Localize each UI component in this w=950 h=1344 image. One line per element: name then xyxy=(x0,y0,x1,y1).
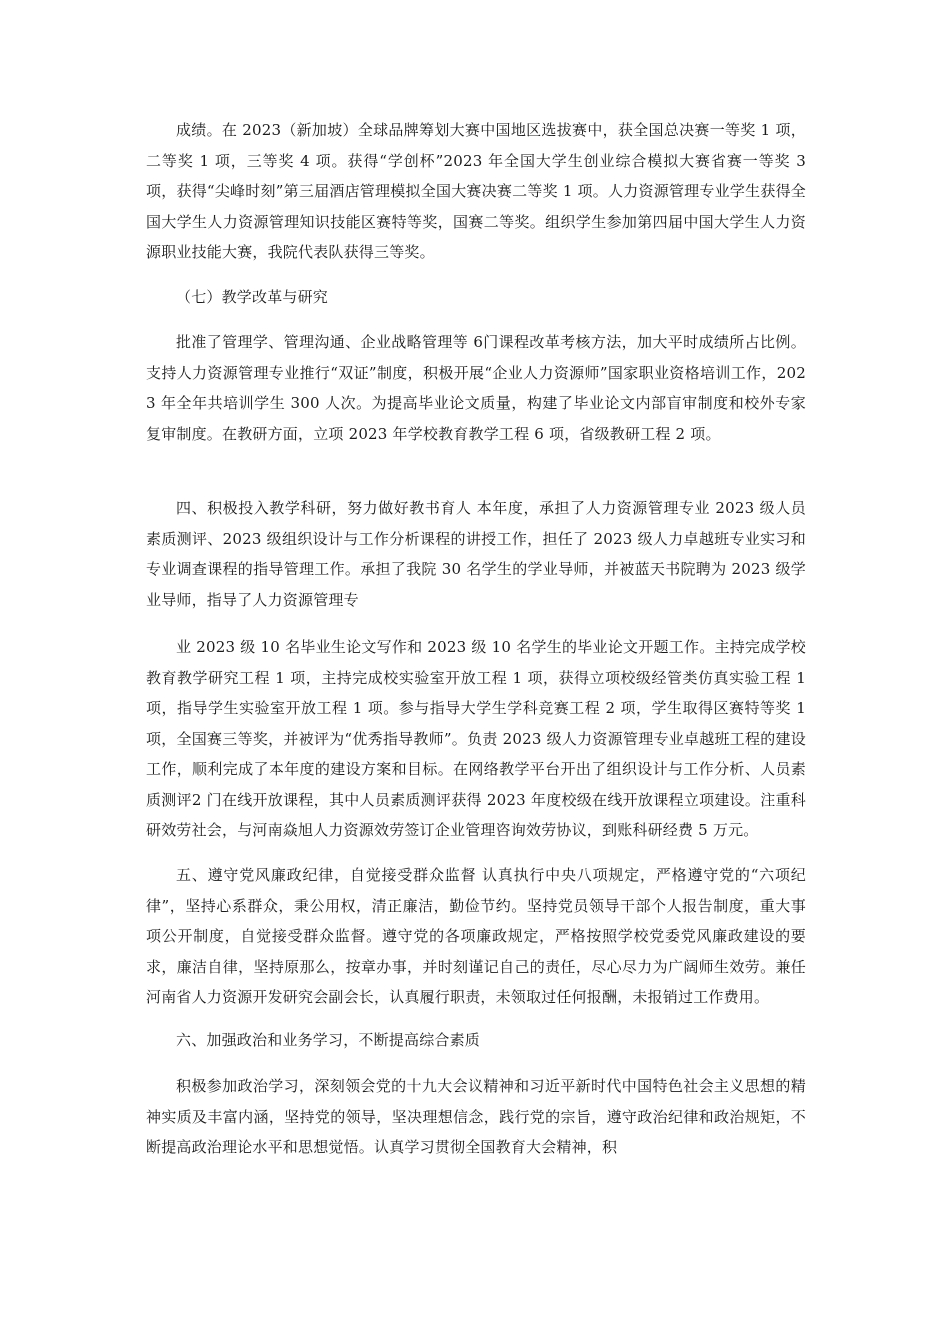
paragraph-section-four-continued: 业 2023 级 10 名毕业生论文写作和 2023 级 10 名学生的毕业论文开题工作。主持完成学校教育教学研究工程 1 项，主持完成校实验室开放工程 1 项，获得立项校级经管类仿真实验工程 1 项，指导学生实验室开放工程 1 项。参与指导大学生学科竞赛工程 2 项，学生取得区赛特等奖 1 项，全国赛三等奖，并被评为“优秀指导教师”。负责 2023 级人力资源管理专业卓越班工程的建设工作，顺利完成了本年度的建设方案和目标。在网络教学平台开出了组织设计与工作分析、人员素质测评2 门在线开放课程，其中人员素质测评获得 2023 年度校级在线开放课程立项建设。注重科研效劳社会，与河南焱旭人力资源效劳签订企业管理咨询效劳协议，到账科研经费 5 万元。 xyxy=(146,638,806,839)
paragraph-section-four: 四、积极投入教学科研，努力做好教书育人 本年度，承担了人力资源管理专业 2023 级人员素质测评、2023 级组织设计与工作分析课程的讲授工作，担任了 2023 级人力卓越班专业实习和专业调查课程的指导管理工作。承担了我院 30 名学生的学业导师，并被蓝天书院聘为 2023 级学业导师，指导了人力资源管理专 xyxy=(146,499,806,609)
paragraph-section-five: 五、遵守党风廉政纪律，自觉接受群众监督 认真执行中央八项规定，严格遵守党的“六项纪律”，坚持心系群众，秉公用权，清正廉洁，勤俭节约。坚持党员领导干部个人报告制度，重大事项公开制度，自觉接受群众监督。遵守党的各项廉政规定，严格按照学校党委党风廉政建设的要求，廉洁自律，坚持原那么，按章办事，并时刻谨记自己的责任，尽心尽力为广阔师生效劳。兼任河南省人力资源开发研究会副会长，认真履行职责，未领取过任何报酬，未报销过工作费用。 xyxy=(146,866,806,1006)
paragraph-teaching-reform: 批准了管理学、管理沟通、企业战略管理等 6门课程改革考核方法，加大平时成绩所占比例。支持人力资源管理专业推行“双证”制度，积极开展“企业人力资源师”国家职业资格培训工作，2023 年全年共培训学生 300 人次。为提高毕业论文质量，构建了毕业论文内部盲审制度和校外专家复审制度。在教研方面，立项 2023 年学校教育教学工程 6 项，省级教研工程 2 项。 xyxy=(146,333,806,443)
heading-teaching-reform: （七）教学改革与研究 xyxy=(176,288,329,306)
heading-section-six: 六、加强政治和业务学习，不断提高综合素质 xyxy=(176,1031,481,1049)
paragraph-competition-results: 成绩。在 2023（新加坡）全球品牌筹划大赛中国地区选拔赛中，获全国总决赛一等奖 1 项，二等奖 1 项，三等奖 4 项。获得“学创杯”2023 年全国大学生创业综合模拟大赛省赛一等奖 3 项，获得“尖峰时刻”第三届酒店管理模拟全国大赛决赛二等奖 1 项。人力资源管理专业学生获得全国大学生人力资源管理知识技能区赛特等奖，国赛二等奖。组织学生参加第四届中国大学生人力资源职业技能大赛，我院代表队获得三等奖。 xyxy=(146,121,806,261)
paragraph-section-six: 积极参加政治学习，深刻领会党的十九大会议精神和习近平新时代中国特色社会主义思想的精神实质及丰富内涵，坚持党的领导，坚决理想信念，践行党的宗旨，遵守政治纪律和政治规矩，不断提高政治理论水平和思想觉悟。认真学习贯彻全国教育大会精神，积 xyxy=(146,1077,806,1156)
